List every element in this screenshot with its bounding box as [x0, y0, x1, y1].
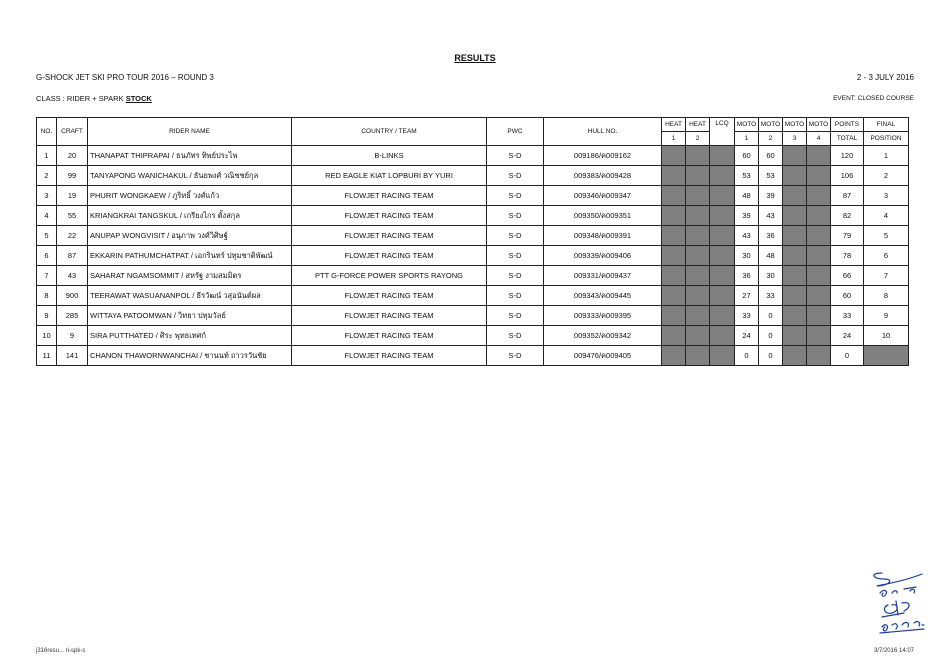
cell-heat2: [686, 226, 710, 246]
table-row: [37, 226, 909, 246]
cell-moto1: 0: [735, 346, 759, 366]
cell-rider: EKKARIN PATHUMCHATPAT / เอกรินทร์ ปทุมชาติพัฒน์: [88, 246, 292, 266]
cell-moto2: 43: [759, 206, 783, 226]
cell-rider: KRIANGKRAI TANGSKUL / เกรียงไกร ตั้งสกุล: [88, 206, 292, 226]
cell-hull: 009348/ค009391: [544, 226, 662, 246]
cell-hull: 009333/ค009395: [544, 306, 662, 326]
cell-rider: THANAPAT THIPRAPAI / ธนภัทร ทิพย์ประไพ: [88, 146, 292, 166]
footer-filename: j316resu... ri-spk-s: [36, 648, 86, 654]
cell-team: B-LINKS: [292, 146, 487, 166]
cell-moto2: 33: [759, 286, 783, 306]
event-name: G-SHOCK JET SKI PRO TOUR 2016 – ROUND 3: [36, 73, 214, 82]
cell-rider: PHURIT WONGKAEW / ภูริทธิ์ วงศ์แก้ว: [88, 186, 292, 206]
cell-total: 33: [831, 306, 864, 326]
table-row: [37, 346, 909, 366]
cell-position: 1: [864, 146, 909, 166]
cell-craft: 55: [57, 206, 88, 226]
cell-lcq: [710, 166, 735, 186]
cell-pwc: S-D: [487, 326, 544, 346]
cell-moto3: [783, 266, 807, 286]
cell-craft: 20: [57, 146, 88, 166]
cell-no: 2: [37, 166, 57, 186]
cell-pwc: S-D: [487, 346, 544, 366]
cell-team: RED EAGLE KIAT LOPBURI BY YURI: [292, 166, 487, 186]
cell-moto1: 36: [735, 266, 759, 286]
cell-total: 79: [831, 226, 864, 246]
cell-total: 24: [831, 326, 864, 346]
cell-rider: WITTAYA PATOOMWAN / วิทยา ปทุมวัลย์: [88, 306, 292, 326]
col-moto4-num: 4: [807, 132, 831, 146]
cell-hull: 009476/ค009405: [544, 346, 662, 366]
cell-position: [864, 346, 909, 366]
cell-lcq: [710, 306, 735, 326]
col-heat1-num: 1: [662, 132, 686, 146]
cell-craft: 87: [57, 246, 88, 266]
cell-total: 66: [831, 266, 864, 286]
cell-no: 1: [37, 146, 57, 166]
cell-pwc: S-D: [487, 306, 544, 326]
cell-moto2: 48: [759, 246, 783, 266]
header-row: [37, 118, 909, 132]
results-table: [36, 117, 909, 366]
table-row: [37, 146, 909, 166]
cell-hull: 009339/ค009406: [544, 246, 662, 266]
cell-moto1: 30: [735, 246, 759, 266]
table-row: [37, 206, 909, 226]
cell-no: 4: [37, 206, 57, 226]
cell-heat2: [686, 166, 710, 186]
cell-heat1: [662, 226, 686, 246]
cell-moto3: [783, 306, 807, 326]
cell-team: FLOWJET RACING TEAM: [292, 246, 487, 266]
cell-hull: 009383/ค009428: [544, 166, 662, 186]
cell-moto3: [783, 226, 807, 246]
col-pwc: PWC: [487, 118, 544, 146]
cell-position: 3: [864, 186, 909, 206]
cell-craft: 141: [57, 346, 88, 366]
cell-craft: 19: [57, 186, 88, 206]
cell-moto2: 0: [759, 326, 783, 346]
cell-total: 120: [831, 146, 864, 166]
cell-heat2: [686, 146, 710, 166]
col-craft: CRAFT: [57, 118, 88, 146]
cell-position: 2: [864, 166, 909, 186]
cell-position: 4: [864, 206, 909, 226]
col-position: POSITION: [864, 132, 909, 146]
cell-moto4: [807, 186, 831, 206]
cell-team: FLOWJET RACING TEAM: [292, 346, 487, 366]
cell-moto3: [783, 246, 807, 266]
col-points: POINTS: [831, 118, 864, 132]
cell-team: FLOWJET RACING TEAM: [292, 206, 487, 226]
cell-moto4: [807, 306, 831, 326]
cell-position: 6: [864, 246, 909, 266]
cell-total: 87: [831, 186, 864, 206]
cell-hull: 009343/ค009445: [544, 286, 662, 306]
cell-lcq: [710, 286, 735, 306]
cell-no: 5: [37, 226, 57, 246]
col-total: TOTAL: [831, 132, 864, 146]
cell-team: FLOWJET RACING TEAM: [292, 226, 487, 246]
cell-position: 10: [864, 326, 909, 346]
cell-heat1: [662, 286, 686, 306]
cell-hull: 009352/ค009342: [544, 326, 662, 346]
cell-position: 7: [864, 266, 909, 286]
cell-team: FLOWJET RACING TEAM: [292, 306, 487, 326]
table-row: [37, 246, 909, 266]
table-row: [37, 326, 909, 346]
cell-moto3: [783, 346, 807, 366]
cell-rider: ANUPAP WONGVISIT / อนุภาพ วงศ์วิศิษฐ์: [88, 226, 292, 246]
cell-craft: 99: [57, 166, 88, 186]
cell-heat1: [662, 266, 686, 286]
cell-heat2: [686, 266, 710, 286]
class-prefix: CLASS : RIDER + SPARK: [36, 94, 126, 103]
cell-craft: 22: [57, 226, 88, 246]
cell-no: 11: [37, 346, 57, 366]
cell-heat2: [686, 346, 710, 366]
class-stock: STOCK: [125, 94, 152, 103]
cell-lcq: [710, 266, 735, 286]
cell-heat2: [686, 246, 710, 266]
cell-lcq: [710, 206, 735, 226]
cell-moto2: 0: [759, 306, 783, 326]
cell-heat1: [662, 186, 686, 206]
cell-moto4: [807, 206, 831, 226]
cell-craft: 43: [57, 266, 88, 286]
cell-pwc: S-D: [487, 146, 544, 166]
col-rider: RIDER NAME: [88, 118, 292, 146]
cell-moto3: [783, 146, 807, 166]
cell-moto1: 24: [735, 326, 759, 346]
cell-lcq: [710, 186, 735, 206]
cell-pwc: S-D: [487, 266, 544, 286]
cell-moto2: 39: [759, 186, 783, 206]
cell-moto2: 60: [759, 146, 783, 166]
cell-position: 5: [864, 226, 909, 246]
cell-hull: 009346/ค009347: [544, 186, 662, 206]
cell-heat1: [662, 326, 686, 346]
event-dates: 2 - 3 JULY 2016: [856, 73, 914, 82]
footer-timestamp: 3/7/2016 14:07: [873, 648, 914, 654]
col-moto4-label: MOTO: [807, 118, 831, 132]
cell-heat2: [686, 206, 710, 226]
cell-total: 0: [831, 346, 864, 366]
cell-moto4: [807, 266, 831, 286]
cell-craft: 9: [57, 326, 88, 346]
cell-pwc: S-D: [487, 186, 544, 206]
cell-moto4: [807, 246, 831, 266]
cell-moto4: [807, 166, 831, 186]
cell-team: FLOWJET RACING TEAM: [292, 326, 487, 346]
cell-team: FLOWJET RACING TEAM: [292, 286, 487, 306]
cell-total: 106: [831, 166, 864, 186]
cell-moto1: 53: [735, 166, 759, 186]
cell-lcq: [710, 246, 735, 266]
cell-heat2: [686, 286, 710, 306]
cell-moto4: [807, 346, 831, 366]
cell-pwc: S-D: [487, 286, 544, 306]
table-row: [37, 306, 909, 326]
cell-moto3: [783, 166, 807, 186]
page-title: RESULTS: [454, 53, 496, 63]
cell-pwc: S-D: [487, 206, 544, 226]
cell-heat1: [662, 166, 686, 186]
signature-image: [860, 565, 940, 640]
col-moto3-num: 3: [783, 132, 807, 146]
cell-lcq: [710, 346, 735, 366]
event-course: EVENT: CLOSED COURSE: [833, 95, 914, 102]
cell-rider: CHANON THAWORNWANCHAI / ชานนท์ ถาวรวันชัย: [88, 346, 292, 366]
cell-moto3: [783, 206, 807, 226]
col-moto1-label: MOTO: [735, 118, 759, 132]
cell-heat1: [662, 246, 686, 266]
cell-rider: TEERAWAT WASUANANPOL / ธีรวัฒน์ วสุอนันต์ผล: [88, 286, 292, 306]
cell-heat2: [686, 326, 710, 346]
col-team: COUNTRY / TEAM: [292, 118, 487, 146]
cell-lcq: [710, 146, 735, 166]
cell-moto3: [783, 186, 807, 206]
col-final: FINAL: [864, 118, 909, 132]
cell-hull: 009331/ค009437: [544, 266, 662, 286]
cell-moto1: 27: [735, 286, 759, 306]
cell-pwc: S-D: [487, 246, 544, 266]
cell-position: 8: [864, 286, 909, 306]
cell-total: 82: [831, 206, 864, 226]
cell-heat2: [686, 306, 710, 326]
col-heat2-label: HEAT: [686, 118, 710, 132]
cell-rider: SAHARAT NGAMSOMMIT / สหรัฐ งามสมมิตร: [88, 266, 292, 286]
cell-rider: TANYAPONG WANICHAKUL / ธันยพงศ์ วณิชชย์กุล: [88, 166, 292, 186]
cell-total: 78: [831, 246, 864, 266]
cell-hull: 009350/ค009351: [544, 206, 662, 226]
col-hull: HULL NO.: [544, 118, 662, 146]
table-row: [37, 186, 909, 206]
table-row: [37, 286, 909, 306]
col-moto3-label: MOTO: [783, 118, 807, 132]
cell-hull: 009186/ค009162: [544, 146, 662, 166]
cell-heat1: [662, 206, 686, 226]
cell-lcq: [710, 326, 735, 346]
cell-pwc: S-D: [487, 166, 544, 186]
col-moto2-label: MOTO: [759, 118, 783, 132]
col-lcq: LCQ: [710, 118, 735, 146]
cell-moto2: 53: [759, 166, 783, 186]
cell-heat1: [662, 346, 686, 366]
cell-moto2: 0: [759, 346, 783, 366]
cell-moto1: 43: [735, 226, 759, 246]
cell-no: 8: [37, 286, 57, 306]
table-row: [37, 166, 909, 186]
cell-heat2: [686, 186, 710, 206]
col-no: NO.: [37, 118, 57, 146]
col-moto2-num: 2: [759, 132, 783, 146]
cell-moto4: [807, 326, 831, 346]
cell-moto1: 48: [735, 186, 759, 206]
cell-no: 7: [37, 266, 57, 286]
cell-pwc: S-D: [487, 226, 544, 246]
cell-moto3: [783, 286, 807, 306]
cell-no: 3: [37, 186, 57, 206]
class-label: [36, 94, 152, 103]
col-heat1-label: HEAT: [662, 118, 686, 132]
cell-team: FLOWJET RACING TEAM: [292, 186, 487, 206]
col-moto1-num: 1: [735, 132, 759, 146]
cell-no: 9: [37, 306, 57, 326]
cell-total: 60: [831, 286, 864, 306]
cell-craft: 285: [57, 306, 88, 326]
cell-lcq: [710, 226, 735, 246]
cell-moto4: [807, 286, 831, 306]
cell-rider: SIRA PUTTHATED / ศิระ พุทธเทศก์: [88, 326, 292, 346]
cell-moto2: 30: [759, 266, 783, 286]
cell-heat1: [662, 306, 686, 326]
cell-craft: 900: [57, 286, 88, 306]
cell-team: PTT G-FORCE POWER SPORTS RAYONG: [292, 266, 487, 286]
cell-moto1: 60: [735, 146, 759, 166]
table-row: [37, 266, 909, 286]
cell-moto2: 36: [759, 226, 783, 246]
cell-position: 9: [864, 306, 909, 326]
cell-no: 10: [37, 326, 57, 346]
col-heat2-num: 2: [686, 132, 710, 146]
cell-moto3: [783, 326, 807, 346]
cell-no: 6: [37, 246, 57, 266]
cell-moto1: 39: [735, 206, 759, 226]
cell-heat1: [662, 146, 686, 166]
cell-moto4: [807, 226, 831, 246]
cell-moto4: [807, 146, 831, 166]
cell-moto1: 33: [735, 306, 759, 326]
